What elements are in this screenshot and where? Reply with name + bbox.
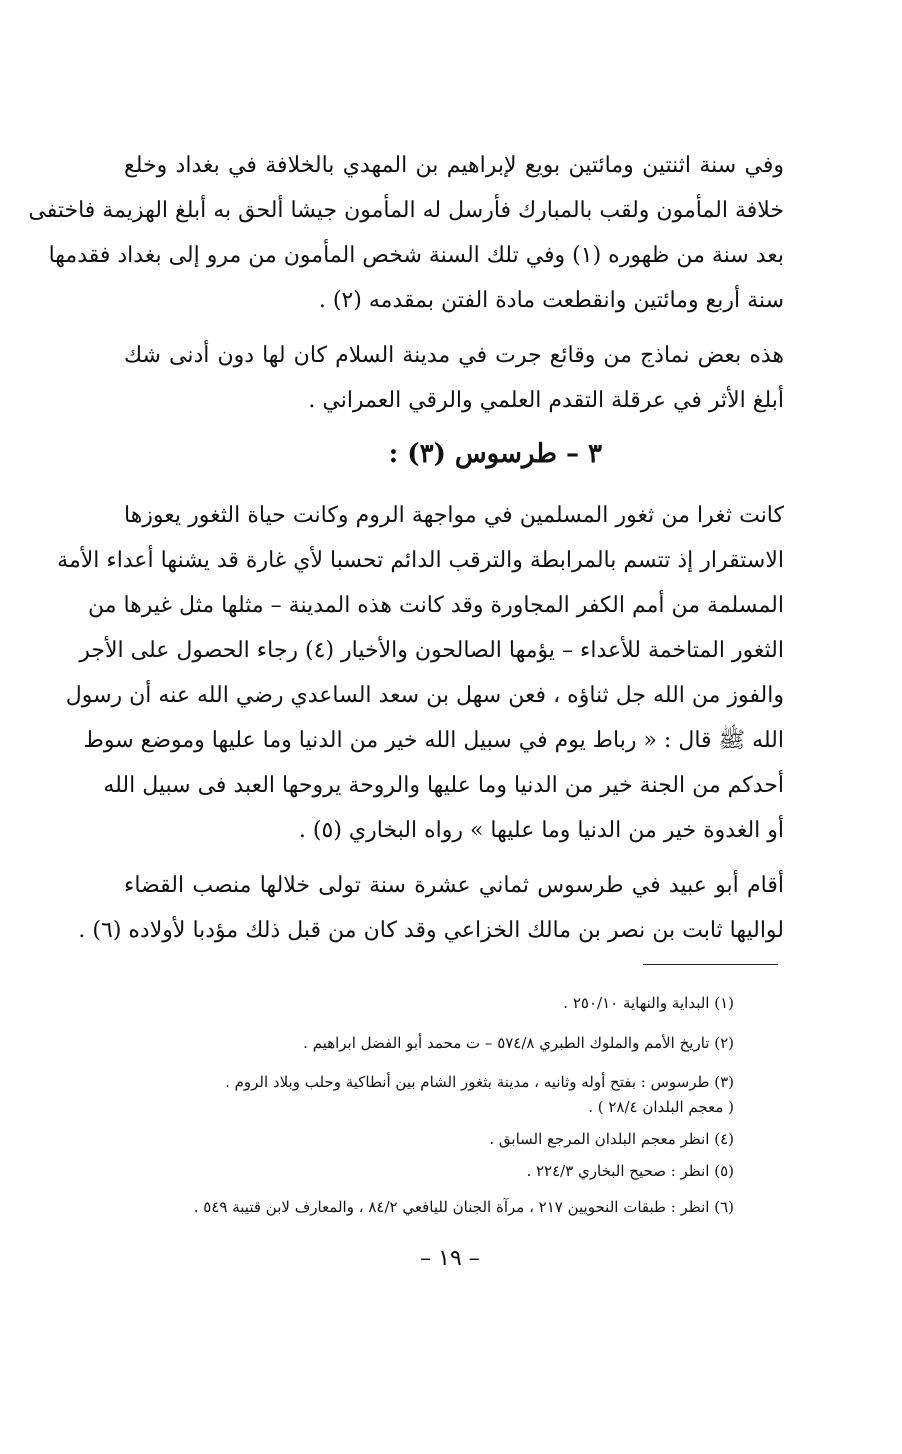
body-line: الثغور المتاخمة للأعداء – يؤمها الصالحون والأخيار (٤) رجاء الحصول على الأجر xyxy=(79,638,784,663)
body-line: والفوز من الله جل ثناؤه ، فعن سهل بن سعد الساعدي رضي الله عنه أن رسول xyxy=(65,683,784,708)
body-line: خلافة المأمون ولقب بالمبارك فأرسل له المأمون جيشا ألحق به أبلغ الهزيمة فاختفى xyxy=(28,198,784,223)
body-line: أقام أبو عبيد في طرسوس ثماني عشرة سنة تولى خلالها منصب القضاء xyxy=(124,873,784,898)
body-line: وفي سنة اثنتين ومائتين بويع لإبراهيم بن المهدي بالخلافة في بغداد وخلع xyxy=(124,153,784,178)
body-line: الله ﷺ قال : « رباط يوم في سبيل الله خير من الدنيا وما عليها وموضع سوط xyxy=(83,728,784,753)
body-line: سنة أربع ومائتين وانقطعت مادة الفتن بمقدمه (٢) . xyxy=(318,288,784,313)
body-line: لواليها ثابت بن نصر بن مالك الخزاعي وقد كان من قبل ذلك مؤدبا لأولاده (٦) . xyxy=(78,918,784,943)
body-line: الاستقرار إذ تتسم بالمرابطة والترقب الدائم تحسبا لأي غارة قد يشنها أعداء الأمة xyxy=(57,548,784,573)
body-line: كانت ثغرا من ثغور المسلمين في مواجهة الروم وكانت حياة الثغور يعوزها xyxy=(124,503,784,528)
body-line: المسلمة من أمم الكفر المجاورة وقد كانت هذه المدينة – مثلها مثل غيرها من xyxy=(87,593,784,618)
footnote-separator xyxy=(643,964,778,965)
footnote-continuation: ( معجم البلدان ٢٨/٤ ) . xyxy=(588,1098,734,1116)
page-number: – ١٩ – xyxy=(420,1246,480,1271)
section-heading: ٣ – طرسوس (٣) : xyxy=(388,439,602,469)
footnote: (٥) انظر : صحيح البخاري ٢٢٤/٣ . xyxy=(526,1162,734,1180)
footnote: (٣) طرسوس : بفتح أوله وثانيه ، مدينة بثغور الشام بين أنطاكية وحلب وبلاد الروم . xyxy=(225,1073,734,1091)
body-line: أو الغدوة خير من الدنيا وما عليها » رواه البخاري (٥) . xyxy=(298,818,784,843)
body-line: أحدكم من الجنة خير من الدنيا وما عليها والروحة يروحها العبد فى سبيل الله xyxy=(103,773,784,798)
footnote: (١) البداية والنهاية ٢٥٠/١٠ . xyxy=(563,994,734,1012)
body-line: أبلغ الأثر في عرقلة التقدم العلمي والرقي العمراني . xyxy=(308,388,784,413)
footnote: (٦) انظر : طبقات النحويين ٢١٧ ، مرآة الجنان لليافعي ٨٤/٢ ، والمعارف لابن قتيبة ٥٤٩ . xyxy=(193,1198,734,1216)
footnote: (٢) تاريخ الأمم والملوك الطبري ٥٧٤/٨ – ت محمد أبو الفضل ابراهيم . xyxy=(303,1034,734,1052)
footnote: (٤) انظر معجم البلدان المرجع السابق . xyxy=(489,1130,734,1148)
body-line: بعد سنة من ظهوره (١) وفي تلك السنة شخص المأمون من مرو إلى بغداد فقدمها xyxy=(48,243,784,268)
body-line: هذه بعض نماذج من وقائع جرت في مدينة السلام كان لها دون أدنى شك xyxy=(124,343,784,368)
